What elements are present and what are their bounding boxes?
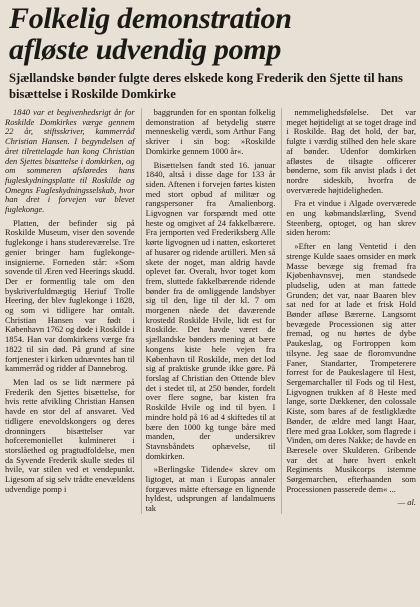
headline-line-1: Folkelig demonstration (9, 2, 292, 35)
paragraph: Men lad os se lidt nærmere på Frederik den Sjettes bisættelse, for hvis rette afvikling Christian Hansen havde en stor del af ansvaret. Ved tidligere enevoldskongers og deres dronningers bisættelser var hofceremoniellet kulmineret i storslåethed og pragtudfoldelse, men da Syvende Frederik skulle stedes til hvile, var stilen ved et vendepunkt. Ligesom af sig selv trådte enevældens udvendige pomp i (5, 376, 135, 494)
column-2 (141, 108, 276, 514)
paragraph: baggrunden for en spontan folkelig demonstration af betydelig større menneskelig værdi, som Arthur Fang skriver i sin bog: »Roskilde Domkirke gennem 1000 år«. (145, 107, 276, 156)
paragraph: nemmelighedsfølelse. Det var meget højtideligt at se toget drage ind i Roskilde. Bag det hold, der bar, fulgte i værdig stilhed den hele skare af bønder. Udenfor domkirken afløstes de tilsagte officerer bønderne, som fik anvist plads i det nordre sideskib, hvorfra de overværede højtideligheden. (286, 107, 417, 195)
paragraph: Bisættelsen fandt sted 16. januar 1840, altså i disse dage for 133 år siden. Aftenen i forvejen førtes kisten med stort opbud af militær og rangspersoner fra Amalienborg. Ligvognen var forspændt med otte heste og omgivet af 24 fakkelbærere. Fra jernporten ved Frederiksberg Alle kørte ligvognen ud i natten, eskorteret af husarer og ridende artilleri. Men så skete der noget, man aldrig havde oplevet før. Overalt, hvor toget kom frem, sluttede fakkelbærende ridende bønder fra de omliggende landsbyer sig til den, lige til der kl. 7 om morgenen nåede det daværende krostedd Roskilde Hvile, lidt est for Roskilde. Det havde været de sjællandske bønders mening at bære kongens kiste hele vejen fra København til Roskilde, men det lod sig af praktiske grunde ikke gøre. På forslag af Christian den Ottende blev det i stedet til, at 250 bønder, fordelt over flere sogne, bar kisten fra Roskilde Hvile og ind til byen. I mindre hold på 16 ad 4 skiftedes til at bære den 1000 kg tunge båre med manden, der undersikrev Stavnsbåndets ophævelse, til domkirken. (145, 159, 276, 461)
paragraph: Fra et vindue i Algade overværede en ung købmandslærling, Svend Steenberg, optoget, og han skrev siden herom: (286, 198, 417, 238)
column-3 (281, 108, 416, 514)
paragraph: »Efter en lang Ventetid i den strenge Kulde saaes omsider en mørk Masse bevæge sig fremad fra Kjøbenhavnsvej, men standsede pludselig, uden at man fattede Grunden; det var, naar Baaren blev sat ned for at lade et frisk Hold Bønder afløse Bærerne. Langsomt bevægede Processionen sig atter fremad, og nu hørtes de dybe Paukeslag, og Fortroppen kom tilsyne. Jeg saae de floromvundne Faner, Standarter, Trompeterere forrest for de Paukeslagere til Hest, Sergemarchaller til Fods og til Hest, Ligvognen trukken af 8 Heste med lange, sorte Dækkener, den colossale Kiste, som bares af de festligklædte Bønder, de ældre med langt Haar, flere med graa Lokker, som flagrede i Vinden, om deres Nakke; de havde en Bæresele over Skulderen. Gribende var det at høre hvert enkelt Regiments Musikcorps istemme Sørgemarchen, efterhaanden som Processionen passerede dem« ... (286, 241, 417, 494)
paragraph: 1840 var et begivenhedsrigt år for Roskilde Domkirkes værge gennem 22 år, stiftsskriver, kammerråd Christian Hansen. I begyndelsen af året tilrettelagde han kong Christian den Sjettes bisættelse i domkirken, og om sommeren afsløredes hans fugleskydningsplatte til Roskilde og Omegns Fugleskydningsselskab, hvor han dret i forvejen var blevet fuglekonge. (5, 107, 135, 215)
paragraph: Platten, der befinder sig på Roskilde Museum, viser den sovende fuglekonge i hans studereværelse. Tre genier bringer ham fuglekonge-insignierne. Forneden står: »Som sovende til Æren ved Heerings skudd. Der er formentlig tale om den byskriverfuldmægtig Heriuf Trolle Heering, der blev fuglekonge i 1828, og som vi tidligere har omtalt. Christian Hansen var født i København 1762 og døde i Roskilde i 1854. Han var domkirkens værge fra 1822 til sin død. På grund af sine fortjenester i kirken udnævntes han til kammerråd og ridder af Dannebrog. (5, 217, 135, 374)
article-columns (5, 108, 416, 514)
subheadline: Sjællandske bønder fulgte deres elskede kong Frederik den Sjette til hans bisættelse i Roskilde Domkirke (9, 71, 403, 101)
author-signature: — al. (397, 497, 417, 508)
headline-line-2: afløste udvendig pomp (9, 33, 282, 66)
paragraph: »Berlingske Tidende« skrev om ligtoget, at man i Europas annaler forgæves måtte eftersøge en lignende hyldest, udsprungen af landalmuens tak (145, 464, 276, 514)
column-1 (5, 108, 135, 514)
